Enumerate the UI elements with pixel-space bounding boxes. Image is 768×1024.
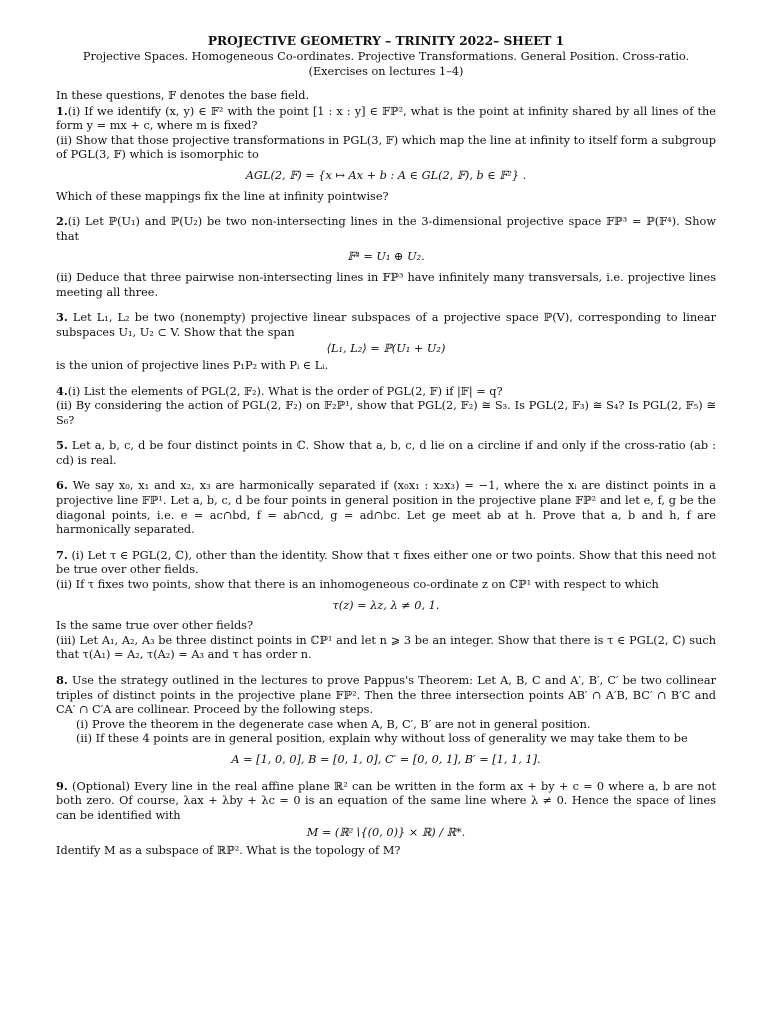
question-7-number: 7. xyxy=(56,547,68,562)
question-8-number: 8. xyxy=(56,673,68,687)
question-9-text: (Optional) Every line in the real affine plane ℝ² can be written in the form ax + by + c = 0 where a, b are not both zero. Of course, λax + λby + λc = 0 is an equation of the same line where λ ≠ 0. Hence the space of lines can be identified with xyxy=(56,779,716,822)
question-1-display-formula: AGL(2, 𝔽) = {x ↦ Ax + b : A ∈ GL(2, 𝔽), b ∈ 𝔽²} . xyxy=(245,168,527,182)
sheet-title: PROJECTIVE GEOMETRY – TRINITY 2022– SHEET 1 xyxy=(207,34,565,48)
question-1-followup: Which of these mappings fix the line at infinity pointwise? xyxy=(56,189,389,203)
question-8-text: Use the strategy outlined in the lectures to prove Pappus's Theorem: Let A, B, C and A′, B′, C′ be two collinear triples of distinct points in the projective plane 𝔽ℙ². Then the three intersection points AB′ ∩ A′B, BC′ ∩ B′C and CA′ ∩ C′A are collinear. Proceed by the following steps. xyxy=(56,674,716,717)
question-4-part-ii: (ii) By considering the action of PGL(2, 𝔽₂) on 𝔽₂ℙ¹, show that PGL(2, 𝔽₂) ≅ S₃. Is PGL(2, 𝔽₃) ≅ S₄? Is PGL(2, 𝔽₅) ≅ S₆? xyxy=(56,399,716,427)
question-9-display-formula: M = (ℝ²∖{(0, 0)} × ℝ) / ℝ*. xyxy=(306,826,466,840)
question-7-display-formula: τ(z) = λz, λ ≠ 0, 1. xyxy=(332,598,440,612)
question-6 xyxy=(56,478,716,537)
question-1 xyxy=(56,104,716,205)
question-3-conclusion: is the union of projective lines P₁P₂ with Pᵢ ∈ Lᵢ. xyxy=(56,358,329,372)
question-8-part-ii: (ii) If these 4 points are in general position, explain why without loss of generality we may take them to be xyxy=(76,732,688,746)
sheet-subtitle: Projective Spaces. Homogeneous Co-ordinates. Projective Transformations. General Position. Cross-ratio. xyxy=(82,50,690,63)
question-5-text: Let a, b, c, d be four distinct points in ℂ. Show that a, b, c, d lie on a circline if and only if the cross-ratio (ab : cd) is real. xyxy=(56,439,716,467)
question-4-number: 4. xyxy=(56,383,68,398)
question-7-part-ii: (ii) If τ fixes two points, show that there is an inhomogeneous co-ordinate z on ℂℙ¹ with respect to which xyxy=(56,578,659,592)
question-5-number: 5. xyxy=(56,438,68,453)
question-3-display-formula: ⟨L₁, L₂⟩ = ℙ(U₁ + U₂) xyxy=(326,342,446,356)
intro-text: In these questions, 𝔽 denotes the base field. xyxy=(56,89,310,102)
question-7 xyxy=(56,548,716,663)
question-9 xyxy=(56,779,716,859)
question-6-text: We say x₀, x₁ and x₂, x₃ are harmonically separated if (x₀x₁ : x₂x₃) = −1, where the xᵢ are distinct points in a projective line 𝔽ℙ¹. Let a, b, c, d be four points in general position in the projective plane 𝔽ℙ² and let e, f, g be the diagonal points, i.e. e = ac∩bd, f = ab∩cd, g = ad∩bc. Let ge meet ab at h. Prove that a, b and h, f are harmonically separated. xyxy=(56,479,716,537)
question-1-part-ii: (ii) Show that those projective transformations in PGL(3, 𝔽) which map the line at infinity to itself form a subgroup of PGL(3, 𝔽) which is isomorphic to xyxy=(56,133,716,162)
question-6-number: 6. xyxy=(56,478,68,493)
question-3 xyxy=(56,310,716,373)
question-5 xyxy=(56,438,716,468)
question-8-display-formula: A = [1, 0, 0], B = [0, 1, 0], C′ = [0, 0, 1], B′ = [1, 1, 1]. xyxy=(231,752,541,766)
question-1-part-i: (i) If we identify (x, y) ∈ 𝔽² with the point [1 : x : y] ∈ 𝔽ℙ², what is the point at infinity shared by all lines of the form y = mx + c, where m is fixed? xyxy=(56,104,716,133)
question-3-number: 3. xyxy=(56,310,68,325)
question-9-number: 9. xyxy=(56,778,68,793)
question-4-part-i: (i) List the elements of PGL(2, 𝔽₂). What is the order of PGL(2, 𝔽) if |𝔽| = q? xyxy=(67,384,503,398)
question-4 xyxy=(56,384,716,429)
question-2-number: 2. xyxy=(56,214,68,229)
question-8-part-i: (i) Prove the theorem in the degenerate case when A, B, C′, B′ are not in general position. xyxy=(76,717,591,731)
question-2-part-ii: (ii) Deduce that three pairwise non-intersecting lines in 𝔽ℙ³ have infinitely many transversals, i.e. projective lines meeting all three. xyxy=(56,270,716,299)
question-7-part-iii: (iii) Let A₁, A₂, A₃ be three distinct points in ℂℙ¹ and let n ⩾ 3 be an integer. Show that there is τ ∈ PGL(2, ℂ) such that τ(A₁) = A₂, τ(A₂) = A₃ and τ has order n. xyxy=(56,633,716,662)
question-2-display-formula: 𝔽⁴ = U₁ ⊕ U₂. xyxy=(347,250,425,264)
question-1-number: 1. xyxy=(56,103,68,118)
question-7-part-i: (i) Let τ ∈ PGL(2, ℂ), other than the identity. Show that τ fixes either one or two points. Show that this need not be true over other fields. xyxy=(56,548,716,577)
question-3-text: Let L₁, L₂ be two (nonempty) projective linear subspaces of a projective space ℙ(V), corresponding to linear subspaces U₁, U₂ ⊂ V. Show that the span xyxy=(56,311,716,339)
question-9-followup: Identify M as a subspace of ℝℙ². What is the topology of M? xyxy=(56,843,401,857)
question-7-followup: Is the same true over other fields? xyxy=(56,619,254,633)
question-2-part-i: (i) Let ℙ(U₁) and ℙ(U₂) be two non-intersecting lines in the 3-dimensional projective space 𝔽ℙ³ = ℙ(𝔽⁴). Show that xyxy=(56,215,716,243)
question-8 xyxy=(56,673,716,768)
sheet-lecture-range: (Exercises on lectures 1–4) xyxy=(308,65,464,78)
problem-sheet xyxy=(56,34,716,859)
question-2 xyxy=(56,214,716,300)
